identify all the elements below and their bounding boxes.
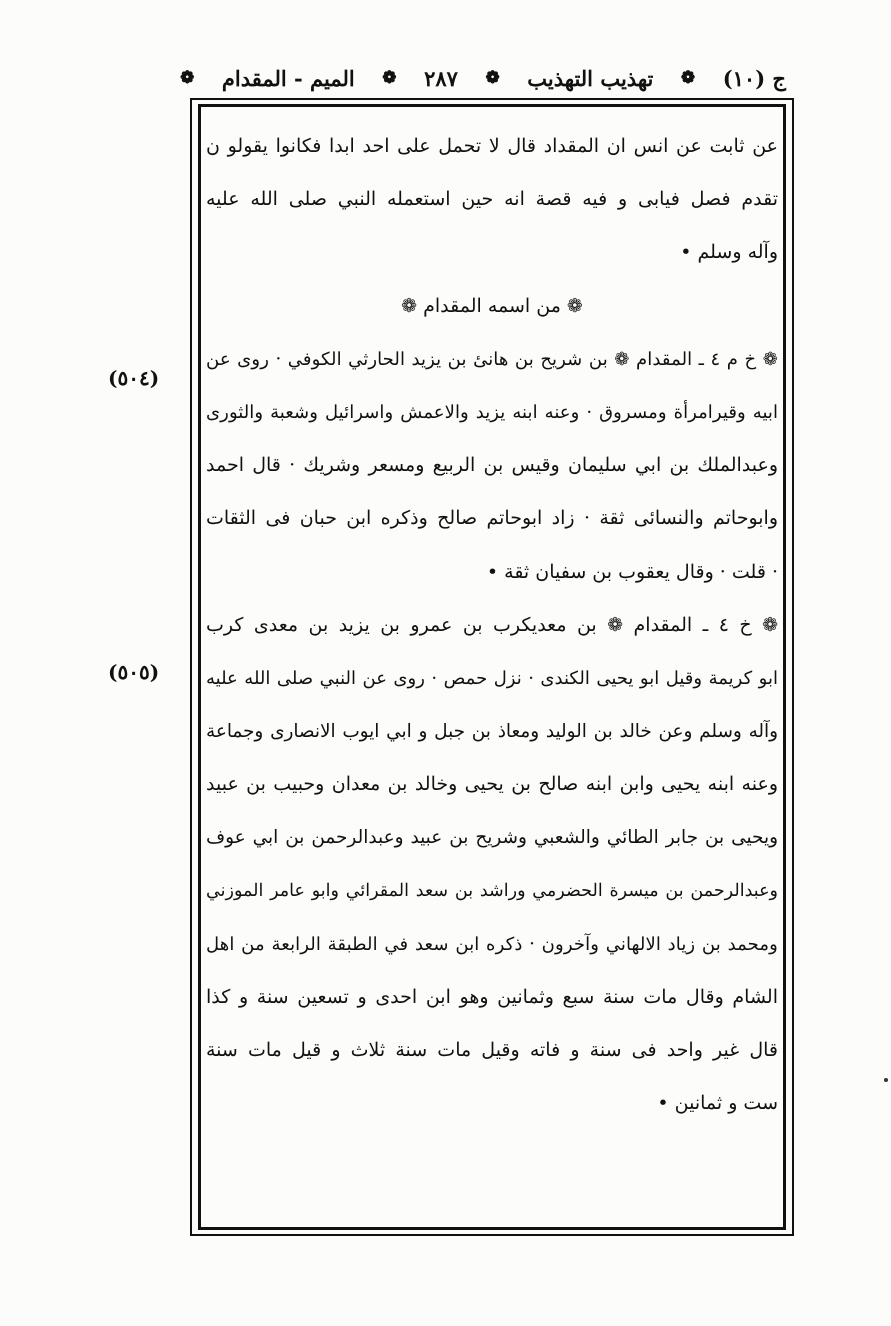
text-line: ست و ثمانين • bbox=[657, 1092, 778, 1115]
scan-speck bbox=[884, 1078, 888, 1082]
section-heading: ❁ من اسمه المقدام ❁ bbox=[401, 294, 583, 317]
text-line: قال غير واحد فى سنة و فاته وقيل مات سنة ثلاث و قيل مات سنة bbox=[206, 1039, 778, 1062]
text-line: وآله وسلم وعن خالد بن الوليد ومعاذ بن جبل و ابي ايوب الانصارى وجماعة bbox=[206, 721, 778, 743]
ornament-icon: ❁ bbox=[680, 68, 696, 88]
text-line: ابو كريمة وقيل ابو يحيى الكندى · نزل حمص · روى عن النبي صلى الله عليه bbox=[206, 667, 778, 689]
text-line: وعنه ابنه يحيى وابن ابنه صالح بن يحيى وخالد بن معدان وحبيب بن عبيد bbox=[206, 773, 778, 796]
text-body bbox=[206, 120, 778, 1131]
ornament-icon: ❁ bbox=[382, 68, 397, 88]
page-header bbox=[180, 62, 786, 94]
entry-heading-line: ❁ خ م ٤ ـ المقدام ❁ بن شريح بن هانىٔ بن يزيد الحارثي الكوفي · روى عن bbox=[206, 348, 778, 370]
text-line: ويحيى بن جابر الطائي والشعبي وشريح بن عبيد وعبدالرحمن بن ابي عوف bbox=[206, 827, 778, 849]
text-line: وآله وسلم • bbox=[680, 241, 778, 264]
entry-heading-line: ❁ خ ٤ ـ المقدام ❁ بن معديكرب بن عمرو بن يزيد بن معدى كرب bbox=[206, 613, 778, 636]
volume-label: ج (١٠) bbox=[722, 65, 786, 91]
text-line: تقدم فصل فيابى و فيه قصة انه حين استعمله النبي صلى الله عليه bbox=[206, 188, 778, 211]
ornament-icon: ❁ bbox=[180, 68, 195, 88]
text-line: عن ثابت عن انس ان المقداد قال لا تحمل على احد ابدا فكانوا يقولو ن bbox=[206, 135, 778, 157]
text-line: · قلت · وقال يعقوب بن سفيان ثقة • bbox=[486, 560, 778, 583]
section-title: الميم - المقدام bbox=[221, 65, 355, 91]
ornament-icon: ❁ bbox=[485, 68, 500, 88]
page-number: ٢٨٧ bbox=[424, 65, 458, 91]
text-line: وابوحاتم والنسائى ثقة · زاد ابوحاتم صالح وذكره ابن حبان فى الثقات bbox=[206, 507, 778, 530]
entry-number-marker: (٥٠٤) bbox=[108, 366, 160, 390]
text-line: وعبدالرحمن بن ميسرة الحضرمي وراشد بن سعد المقرائي وابو عامر الموزني bbox=[206, 880, 778, 901]
text-line: وعبدالملك بن ابي سليمان وقيس بن الربيع ومسعر وشريك · قال احمد bbox=[206, 454, 778, 477]
text-line: ابيه وقيرامرأة ومسروق · وعنه ابنه يزيد والاعمش واسرائيل وشعبة والثورى bbox=[206, 401, 778, 423]
text-line: ومحمد بن زياد الالهاني وآخرون · ذكره ابن سعد في الطبقة الرابعة من اهل bbox=[206, 933, 778, 955]
text-line: الشام وقال مات سنة سبع وثمانين وهو ابن احدى و تسعين سنة و كذا bbox=[206, 986, 778, 1008]
book-title: تهذيب التهذيب bbox=[527, 65, 654, 91]
entry-number-marker: (٥٠٥) bbox=[108, 660, 160, 684]
